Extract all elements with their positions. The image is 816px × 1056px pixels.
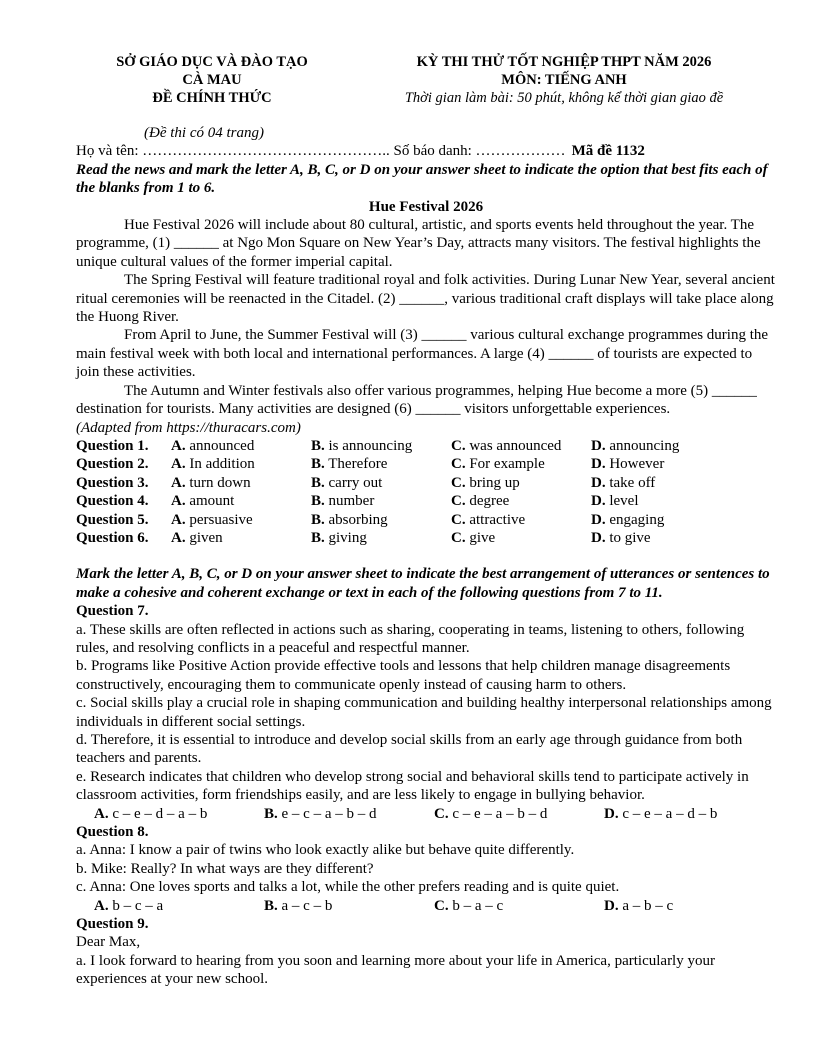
exam-time: Thời gian làm bài: 50 phút, không kể thời gian giao đề (404, 90, 724, 106)
exam-code: Mã đề 1132 (571, 143, 645, 160)
pages-note: (Đề thi có 04 trang) (144, 125, 264, 141)
q8-line: a. Anna: I know a pair of twins who look exactly alike but behave quite differently. (76, 842, 575, 859)
exam-header (76, 53, 776, 107)
q8-line: c. Anna: One loves sports and talks a lot, while the other prefers reading and is quite quiet. (76, 879, 620, 896)
option-b: B. carry out (311, 474, 383, 491)
option-b: B. a – c – b (264, 897, 333, 914)
question-row (76, 437, 776, 455)
option-a: A. turn down (171, 474, 251, 491)
option-d: D. level (591, 493, 639, 510)
passage-paragraph: The Autumn and Winter festivals also offer various programmes, helping Hue become a more (5) ______ destination for tourists. Many activities are designed (6) ______ visitors unforgettable experiences. (76, 382, 757, 418)
question-9-label: Question 9. (76, 916, 149, 933)
question-row (76, 529, 776, 547)
issuer-block (76, 53, 348, 107)
q7-sentence: a. These skills are often reflected in actions such as sharing, cooperating in teams, listening to others, following rules, and resolving conflicts in a peaceful and respectful manner. (76, 621, 745, 656)
option-b: B. number (311, 493, 375, 510)
option-c: C. b – a – c (434, 897, 504, 914)
question-list-1-6 (76, 437, 776, 547)
question-row (76, 474, 776, 492)
option-b: B. e – c – a – b – d (264, 805, 377, 822)
section1-instruction: Read the news and mark the letter A, B, C, or D on your answer sheet to indicate the option that best fits each of the blanks from 1 to 6. (76, 161, 768, 197)
issuer-line-1: SỞ GIÁO DỤC VÀ ĐÀO TẠO (116, 54, 308, 70)
option-b: B. is announcing (311, 437, 413, 454)
passage-paragraph: Hue Festival 2026 will include about 80 cultural, artistic, and sports events held throughout the year. The programme, (1) ______ at Ngo Mon Square on New Year’s Day, attracts many visitors. The festival highlights the unique cultural values of the former imperial capital. (76, 217, 761, 270)
issuer-line-2: CÀ MAU (182, 72, 242, 88)
option-d: D. a – b – c (604, 897, 674, 914)
passage-paragraph: The Spring Festival will feature traditional royal and folk activities. During Lunar New Year, several ancient ritual ceremonies will be reenacted in the Citadel. (2) ______, various traditional craft displays will take place along the Huong River. (76, 272, 775, 326)
question-row (76, 455, 776, 473)
option-d: D. announcing (591, 437, 680, 454)
option-a: A. persuasive (171, 511, 253, 528)
option-a: A. given (171, 529, 223, 546)
exam-subject: MÔN: TIẾNG ANH (501, 72, 627, 88)
option-a: A. c – e – d – a – b (94, 805, 208, 822)
q7-sentence: c. Social skills play a crucial role in shaping communication and building healthy interpersonal relationships among individuals in different social settings. (76, 695, 772, 730)
candidate-fields: Họ và tên: ………………………………………….. Số báo danh: ……………… (76, 143, 566, 160)
option-c: C. degree (451, 493, 510, 510)
option-c: C. For example (451, 456, 545, 473)
question-label: Question 6. (76, 529, 149, 546)
q7-sentence: b. Programs like Positive Action provide effective tools and lessons that help children manage disagreements constructively, encouraging them to communicate openly instead of causing harm to others. (76, 658, 731, 693)
passage-title: Hue Festival 2026 (368, 198, 484, 215)
option-b: B. Therefore (311, 456, 388, 473)
q7-sentence: e. Research indicates that children who develop strong social and behavioral skills tend to participate actively in classroom activities, form friendships easily, and are less likely to engage in bullying behavior. (76, 768, 749, 804)
option-c: C. give (451, 529, 496, 546)
section2-instruction: Mark the letter A, B, C, or D on your answer sheet to indicate the best arrangement of utterances or sentences to make a cohesive and coherent exchange or text in each of the following questions from 7 to 11. (76, 566, 770, 601)
question-row (76, 492, 776, 510)
passage-source: (Adapted from https://thuracars.com) (76, 419, 301, 436)
question-8-label: Question 8. (76, 824, 149, 841)
option-c: C. bring up (451, 474, 520, 491)
question-label: Question 2. (76, 456, 149, 473)
question-label: Question 3. (76, 474, 149, 491)
option-a: A. In addition (171, 456, 255, 473)
q8-answer-row (76, 897, 776, 915)
question-row (76, 511, 776, 529)
question-label: Question 5. (76, 511, 149, 528)
section-spacer (76, 547, 776, 565)
q7-sentence: d. Therefore, it is essential to introduce and develop social skills from an early age through guidance from both teachers and parents. (76, 732, 743, 767)
option-d: D. c – e – a – d – b (604, 805, 718, 822)
issuer-line-3: ĐỀ CHÍNH THỨC (152, 90, 272, 106)
passage-paragraph: From April to June, the Summer Festival will (3) ______ various cultural exchange programmes during the main festival week with both local and international performances. A large (4) ______ of tourists are expected to join these activities. (76, 327, 769, 381)
exam-title: KỲ THI THỬ TỐT NGHIỆP THPT NĂM 2026 (416, 54, 712, 70)
question-7-label: Question 7. (76, 603, 149, 620)
candidate-info-row (76, 142, 776, 160)
option-d: D. take off (591, 474, 656, 491)
q9-line: a. I look forward to hearing from you soon and learning more about your life in America, particularly your experiences at your new school. (76, 952, 715, 988)
option-a: A. announced (171, 437, 255, 454)
option-a: A. amount (171, 493, 235, 510)
option-c: C. c – e – a – b – d (434, 805, 548, 822)
exam-title-block (348, 53, 776, 107)
option-c: C. attractive (451, 511, 526, 528)
q7-answer-row (76, 805, 776, 823)
option-b: B. absorbing (311, 511, 388, 528)
q8-line: b. Mike: Really? In what ways are they different? (76, 860, 374, 877)
option-b: B. giving (311, 529, 367, 546)
question-label: Question 4. (76, 493, 149, 510)
option-d: D. engaging (591, 511, 665, 528)
question-label: Question 1. (76, 437, 149, 454)
option-c: C. was announced (451, 437, 562, 454)
exam-page (76, 53, 776, 989)
option-a: A. b – c – a (94, 897, 164, 914)
q9-line: Dear Max, (76, 934, 141, 951)
option-d: D. to give (591, 529, 651, 546)
option-d: D. However (591, 456, 665, 473)
